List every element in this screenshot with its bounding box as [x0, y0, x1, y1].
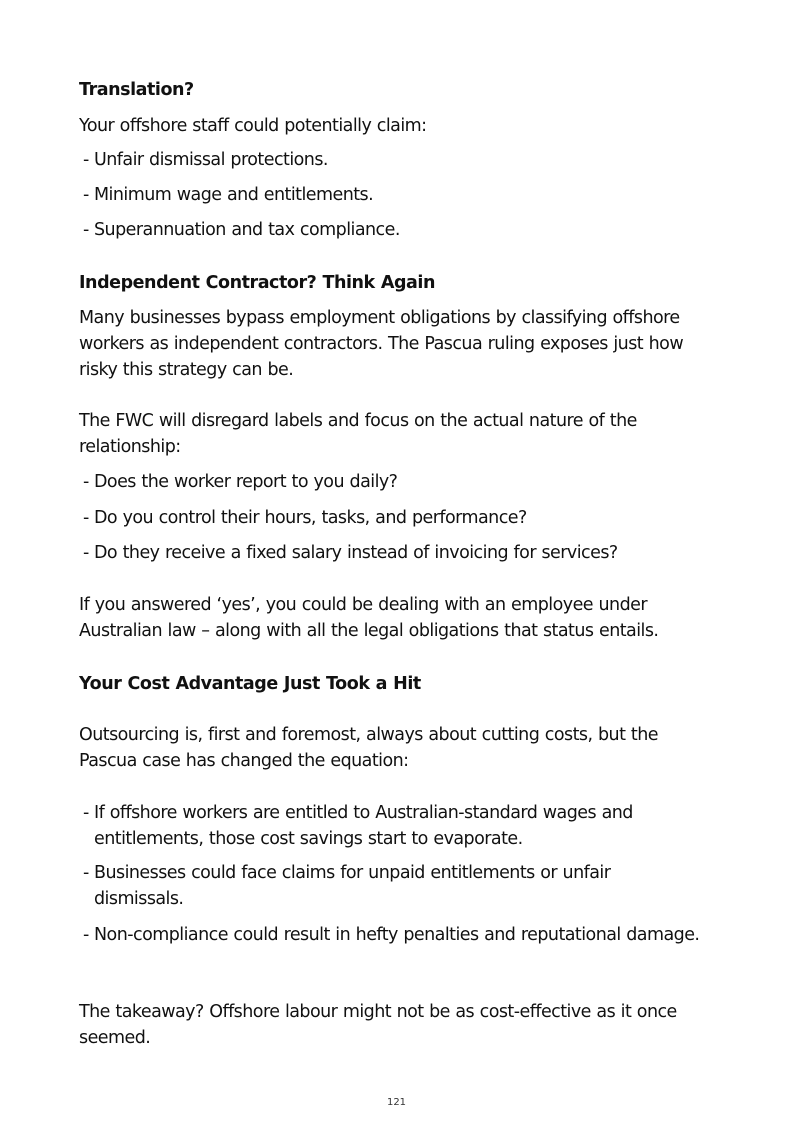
- bullet-text: Non-compliance could result in hefty penalties and reputational damage.: [94, 925, 700, 945]
- bullet-item: [83, 147, 703, 173]
- bullet-text: Businesses could face claims for unpaid entitlements or unfair dismissals.: [94, 863, 611, 909]
- paragraph-cost-1: Outsourcing is, first and foremost, always about cutting costs, but the Pascua case has changed the equation:: [79, 725, 658, 771]
- bullet-marker: -: [83, 508, 89, 528]
- bullet-marker: -: [83, 150, 89, 170]
- bullet-item: [83, 182, 703, 208]
- paragraph-cost-2: The takeaway? Offshore labour might not be as cost-effective as it once seemed.: [79, 1002, 677, 1048]
- page-number: 121: [386, 1097, 407, 1108]
- bullet-item: [83, 505, 703, 531]
- bullet-marker: -: [83, 803, 89, 823]
- bullet-item: [83, 922, 703, 948]
- bullet-marker: -: [83, 925, 89, 945]
- paragraph-translation-intro: Your offshore staff could potentially claim:: [79, 116, 427, 136]
- bullet-marker: -: [83, 863, 89, 883]
- bullet-text: Superannuation and tax compliance.: [94, 220, 400, 240]
- bullet-text: Do you control their hours, tasks, and performance?: [94, 508, 527, 528]
- paragraph-contractor-2: The FWC will disregard labels and focus on the actual nature of the relationship:: [79, 411, 637, 457]
- bullet-item: [83, 217, 703, 243]
- bullet-marker: -: [83, 543, 89, 563]
- bullet-marker: -: [83, 220, 89, 240]
- bullet-text: Unfair dismissal protections.: [94, 150, 328, 170]
- bullet-text: Minimum wage and entitlements.: [94, 185, 374, 205]
- bullet-marker: -: [83, 185, 89, 205]
- bullet-item: [83, 800, 703, 852]
- bullet-marker: -: [83, 472, 89, 492]
- bullet-text: If offshore workers are entitled to Australian-standard wages and entitlements, those cost savings start to evaporate.: [94, 803, 633, 849]
- bullet-text: Do they receive a fixed salary instead of invoicing for services?: [94, 543, 618, 563]
- paragraph-contractor-3: If you answered ‘yes’, you could be dealing with an employee under Australian law – along with all the legal obligations that status entails.: [79, 595, 659, 641]
- bullet-text: Does the worker report to you daily?: [94, 472, 398, 492]
- heading-independent-contractor: Independent Contractor? Think Again: [79, 273, 435, 293]
- bullet-item: [83, 469, 703, 495]
- bullet-item: [83, 540, 703, 566]
- bullet-item: [83, 860, 703, 912]
- heading-translation: Translation?: [79, 80, 194, 100]
- paragraph-contractor-1: Many businesses bypass employment obligations by classifying offshore workers as independent contractors. The Pascua ruling exposes just how risky this strategy can be.: [79, 308, 684, 380]
- heading-cost-advantage: Your Cost Advantage Just Took a Hit: [79, 674, 421, 694]
